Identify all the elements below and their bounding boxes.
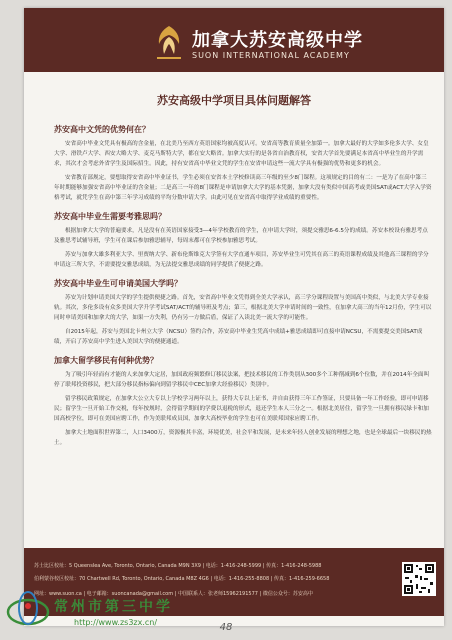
footer-contact-line: 网址：www.suon.ca | 电子邮箱：suoncanada@gmail.com | 中国联系人：张老师15962191577 | 微信公众号：苏安高中 xyxy=(34,591,313,597)
faq-question-1: 苏安高中文凭的优势何在？ xyxy=(54,125,150,134)
page-number: 48 xyxy=(219,622,233,633)
header-banner xyxy=(24,8,444,72)
faq-answer-paragraph: 安省高中毕业文凭具有极高的含金量，在北美乃至西方英语国家均被高度认可。安省高等教育质量全加第一。加拿大最好的大学如多伦多大学、女皇大学、滑铁卢大学、西安大略大学、麦克马斯特大学，都在安大略省。加拿大实行的是各省自治教育权，安省大学首先要满足本省高中毕业生的升学需求，其次才会考虑外省学生及国际招生。因此，持有安省高中毕业文凭的学生在安省申请这些一流大学具有极强的优势和更多的机会。 xyxy=(54,141,429,167)
magazine-page xyxy=(24,8,444,626)
school-name-chinese: 加拿大苏安高级中学 xyxy=(192,30,363,51)
watermark-text: 常州市第三中学 xyxy=(54,599,173,615)
page-title: 苏安高级中学项目具体问题解答 xyxy=(157,94,311,107)
watermark-school-logo xyxy=(6,586,50,630)
faq-answer-paragraph: 加拿大土地面积世界第二，人口3400万，资源极其丰富，环境优美，社会平和发展，是未来年轻人创业发展的理想之地，也是全球最后一块移民的热土。 xyxy=(54,430,432,446)
school-logo xyxy=(152,24,186,62)
faq-question-3: 苏安高中毕业生可申请美国大学吗？ xyxy=(54,279,182,288)
faq-answer-paragraph: 留学移民政策规定，在加拿大公立大专以上学校学习两年以上，获得大专以上证书，并自由获得三年工作签证，只要具备一年工作经验，即可申请移民；留学生一旦开始工作交税，每年按规时，会得留学期间的学费以退税的形式，退还学生本人三分之一。根据北美居住，留学生一旦拥有移民绿卡和加国高校学位，即可在美国应聘工作，作为美联邦成员国，加拿大高校毕业的学生也可在美联邦国家应聘工作。 xyxy=(54,396,429,422)
faq-answer-paragraph: 安省教育部规定，要想取得安省高中毕业证书，学生必须在安省本土学校修读高三年级的至少8门课程。这项规定的目的有二：一是为了在高中第三年时期能够加强安省高中毕业证的含金量；二是高三一年的8门课程是申请加拿大大学的基本凭据，加拿大没有类似中国高考或美国SAT或ACT大学入学资格考试，就凭学生在高中第三年学习成绩的平均分数申请大学。由此可见在安省高中取得学业成绩的重要性。 xyxy=(54,175,432,201)
faq-answer-paragraph: 为了吸引年轻而有才能的人来加拿大定居，加国政府频繁修订移民法案，把技术移民的工作类别从300多个工种削减到6个位数，并在2014年全面叫停了联邦投资移民，把大部分移民指标偏向到留学移民中CEC加拿大经验移民）类别中。 xyxy=(54,372,430,388)
watermark-url: http://www.zs3zx.cn/ xyxy=(74,618,158,627)
school-name-english: SUON INTERNATIONAL ACADEMY xyxy=(192,51,350,60)
faq-question-4: 加拿大留学移民有何种优势？ xyxy=(54,356,158,365)
faq-question-2: 苏安高中毕业生需要考雅思吗？ xyxy=(54,212,166,221)
faq-answer-paragraph: 根据加拿大大学的普遍要求，凡是没有在英语国家接受3—4年学校教育的学生，在申请大学时，须提交雅思6-6.5分的成绩。苏安本校设有雅思考点及雅思考试辅导班，学生可在课后参加雅思辅导，每周末都可在学校参加雅思考试。 xyxy=(54,228,428,244)
qr-code xyxy=(402,562,436,596)
faq-content xyxy=(54,116,432,452)
footer-address-line: 伯利蒙谷校区校址：70 Chartwell Rd, Toronto, Ontario, Canada M8Z 4G6 | 电话：1-416-255-8808 | 传真：1-416-259-6658 xyxy=(34,576,330,582)
faq-answer-paragraph: 苏安与加拿大雄多利亚大学、里贾纳大学、新布伦斯维克大学签有大学直通车项目，苏安毕业生可凭其在高三的英语课程成绩及其他高三课程的学分申请这三所大学，不需要提交雅思成绩，为无法提交雅思成绩的同学提供了便捷之路。 xyxy=(54,252,429,268)
footer-address-line: 苏士比区校址：5 Queenslea Ave, Toronto, Ontario, Canada M9N 3X9 | 电话：1-416-248-5999 | 传真：1-416-248-5988 xyxy=(34,563,322,569)
faq-answer-paragraph: 自2015年起，苏安与美国北卡州立大学（NCSU）签约合作，苏安高中毕业生凭高中成绩+雅思成绩即可直接申请NCSU，不需要提交美国SAT成绩，开启了苏安高中学生进入美国大学的便捷通道。 xyxy=(54,329,423,345)
faq-answer-paragraph: 苏安为计划申请美国大学的学生提供便捷之路。首先，安省高中毕业文凭得到全美大学承认，高三学分课程设置与美国高中类似，与北美大学专业接轨。其次，多伦多设有众多美国大学升学考试SAT/ACT的辅导班及考点；第三，根据北美大学申请时间的一致性，在加拿大高三的当年12月份，学生可以同时申请美国和加拿大的大学，如果一方失利，仍有另一方做后盾，保证了入读北美一流大学的可能性。 xyxy=(54,295,432,321)
